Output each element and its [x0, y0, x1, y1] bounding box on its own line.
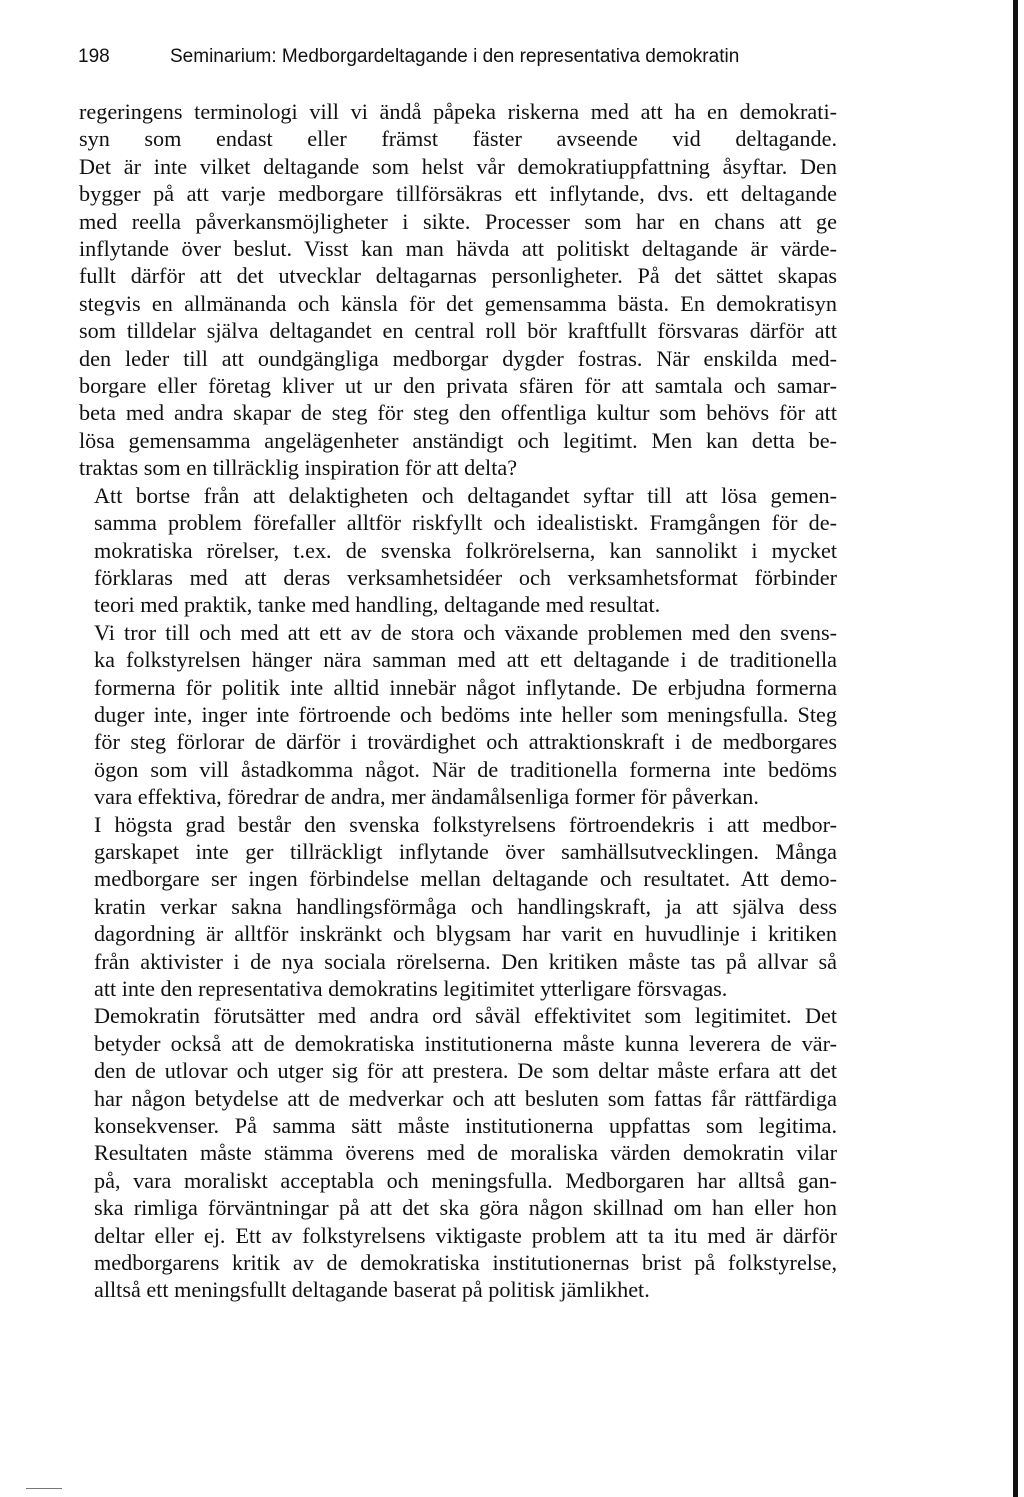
- text-line: traktas som en tillräcklig inspiration för att delta?: [79, 455, 518, 481]
- text-line: Vi tror till och med att ett av de stora och växande problemen med den svens-: [94, 619, 837, 645]
- page-edge-bar: [1013, 0, 1018, 1497]
- text-line: den de utlovar och utger sig för att prestera. De som deltar måste erfara att det: [94, 1058, 837, 1084]
- text-line: deltar eller ej. Ett av folkstyrelsens viktigaste problem att ta itu med är därför: [94, 1222, 837, 1248]
- text-line: att inte den representativa demokratins legitimitet ytterligare försvagas.: [94, 976, 728, 1001]
- text-line: medborgarens kritik av de demokratiska institutionernas brist på folkstyrelse,: [94, 1250, 837, 1276]
- page-number: 198: [78, 46, 110, 67]
- text-line: inflytande över beslut. Visst kan man hävda att politiskt deltagande är värde-: [79, 236, 837, 262]
- running-head: [78, 42, 838, 72]
- text-line: kratin verkar sakna handlingsförmåga och handlingskraft, ja att själva dess: [94, 893, 837, 919]
- text-line: Resultaten måste stämma överens med de moraliska värden demokratin vilar: [94, 1140, 837, 1166]
- text-line: teori med praktik, tanke med handling, deltagande med resultat.: [94, 592, 661, 618]
- text-line: garskapet inte ger tillräckligt inflytande över samhällsutvecklingen. Många: [94, 838, 837, 864]
- text-line: lösa gemensamma angelägenheter anständigt och legitimt. Men kan detta be-: [79, 427, 837, 453]
- text-line: på, vara moraliskt acceptabla och meningsfulla. Medborgaren har alltså gan-: [94, 1167, 837, 1193]
- text-line: samma problem förefaller alltför riskfyllt och idealistiskt. Framgången för de-: [94, 510, 837, 536]
- text-line: från aktivister i de nya sociala rörelserna. Den kritiken måste tas på allvar så: [94, 948, 837, 974]
- running-title: Seminarium: Medborgardeltagande i den representativa demokratin: [170, 46, 740, 67]
- text-line: Att bortse från att delaktigheten och deltagandet syftar till att lösa gemen-: [94, 482, 837, 508]
- text-line: ska rimliga förväntningar på att det ska göra någon skillnad om han eller hon: [94, 1195, 837, 1221]
- text-line: Det är inte vilket deltagande som helst vår demokratiuppfattning åsyftar. Den: [79, 153, 837, 179]
- text-line: konsekvenser. På samma sätt måste institutionerna uppfattas som legitima.: [94, 1113, 837, 1139]
- text-line: den leder till att oundgängliga medborgar dygder fostras. När enskilda med-: [79, 345, 837, 371]
- paragraph: [79, 1002, 837, 1303]
- text-line: bygger på att varje medborgare tillförsäkras ett inflytande, dvs. ett deltagande: [79, 181, 837, 207]
- text-line: ögon som vill åstadkomma något. När de traditionella formerna inte bedöms: [94, 756, 837, 782]
- text-line: borgare eller företag kliver ut ur den privata sfären för att samtala och samar-: [79, 373, 837, 399]
- text-line: vara effektiva, föredrar de andra, mer ändamålsenliga former för påverkan.: [94, 784, 759, 810]
- text-line: I högsta grad består den svenska folkstyrelsens förtroendekris i att medbor-: [94, 811, 837, 837]
- text-line: beta med andra skapar de steg för steg den offentliga kultur som behövs för att: [79, 400, 837, 426]
- text-line: syn som endast eller främst fäster avseende vid deltagande.: [79, 126, 837, 152]
- text-line: för steg förlorar de därför i trovärdighet och attraktionskraft i de medborgares: [94, 729, 837, 755]
- paragraph: [79, 619, 837, 811]
- paragraph: [79, 98, 837, 482]
- text-line: medborgare ser ingen förbindelse mellan deltagande och resultatet. Att demo-: [94, 866, 837, 892]
- text-line: fullt därför att det utvecklar deltagarnas personligheter. På det sättet skapas: [79, 263, 837, 289]
- text-line: stegvis en allmänanda och känsla för det gemensamma bästa. En demokratisyn: [79, 290, 837, 316]
- text-line: duger inte, inger inte förtroende och bedöms inte heller som meningsfulla. Steg: [94, 701, 837, 727]
- text-line: förklaras med att deras verksamhetsidéer och verksamhetsformat förbinder: [94, 564, 837, 590]
- paragraph: [79, 482, 837, 619]
- text-line: som tilldelar själva deltagandet en central roll bör kraftfullt försvaras därför att: [79, 318, 837, 344]
- footer-rule: [26, 1488, 62, 1489]
- text-line: regeringens terminologi vill vi ändå påpeka riskerna med att ha en demokrati-: [79, 99, 837, 124]
- text-line: betyder också att de demokratiska institutionerna måste kunna leverera de vär-: [94, 1030, 837, 1056]
- paragraph: [79, 811, 837, 1003]
- text-line: alltså ett meningsfullt deltagande baserat på politisk jämlikhet.: [94, 1277, 650, 1303]
- text-line: Demokratin förutsätter med andra ord såväl effektivitet som legitimitet. Det: [94, 1003, 837, 1029]
- text-line: dagordning är alltför inskränkt och blygsam har varit en huvudlinje i kritiken: [94, 921, 837, 947]
- text-line: har någon betydelse att de medverkar och att besluten som fattas får rättfärdiga: [94, 1085, 837, 1111]
- text-line: med reella påverkansmöjligheter i sikte. Processer som har en chans att ge: [79, 208, 837, 234]
- text-line: mokratiska rörelser, t.ex. de svenska folkrörelserna, kan sannolikt i mycket: [94, 537, 837, 563]
- text-line: ka folkstyrelsen hänger nära samman med att ett deltagande i de traditionella: [94, 647, 837, 673]
- text-line: formerna för politik inte alltid innebär något inflytande. De erbjudna formerna: [94, 674, 837, 700]
- body-text: [79, 98, 837, 1304]
